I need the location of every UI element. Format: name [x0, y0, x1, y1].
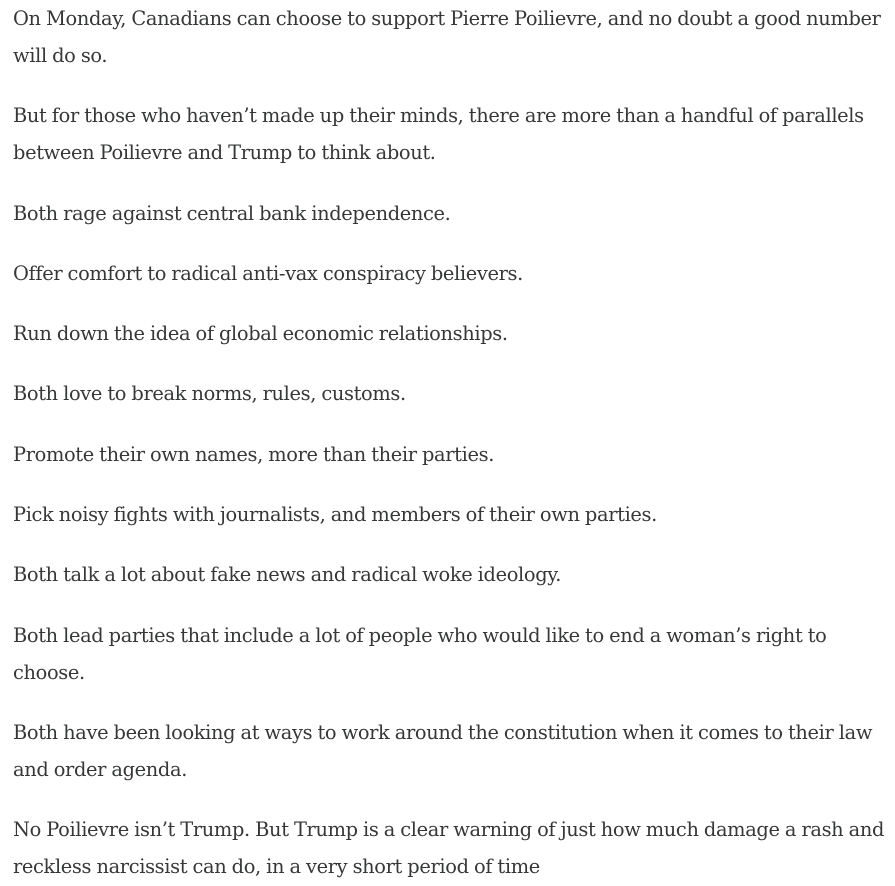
paragraph: No Poilievre isn’t Trump. But Trump is a clear warning of just how much damage a rash and reckless narcissist can do, in a very short period of time [13, 818, 885, 879]
article-body [13, 0, 889, 885]
paragraph: Promote their own names, more than their parties. [13, 442, 495, 466]
paragraph: Both love to break norms, rules, customs. [13, 382, 406, 406]
paragraph: Both lead parties that include a lot of people who would like to end a woman’s right to choose. [13, 623, 827, 684]
paragraph: On Monday, Canadians can choose to support Pierre Poilievre, and no doubt a good number will do so. [13, 7, 881, 67]
paragraph: Both talk a lot about fake news and radical woke ideology. [13, 563, 562, 587]
paragraph: Run down the idea of global economic relationships. [13, 322, 508, 346]
paragraph: Both rage against central bank independence. [13, 201, 451, 225]
paragraph: Both have been looking at ways to work around the constitution when it comes to their law and order agenda. [13, 720, 873, 781]
paragraph: Pick noisy fights with journalists, and members of their own parties. [13, 503, 657, 527]
paragraph: But for those who haven’t made up their minds, there are more than a handful of parallels between Poilievre and Trump to think about. [13, 104, 864, 165]
paragraph: Offer comfort to radical anti-vax conspiracy believers. [13, 261, 523, 285]
